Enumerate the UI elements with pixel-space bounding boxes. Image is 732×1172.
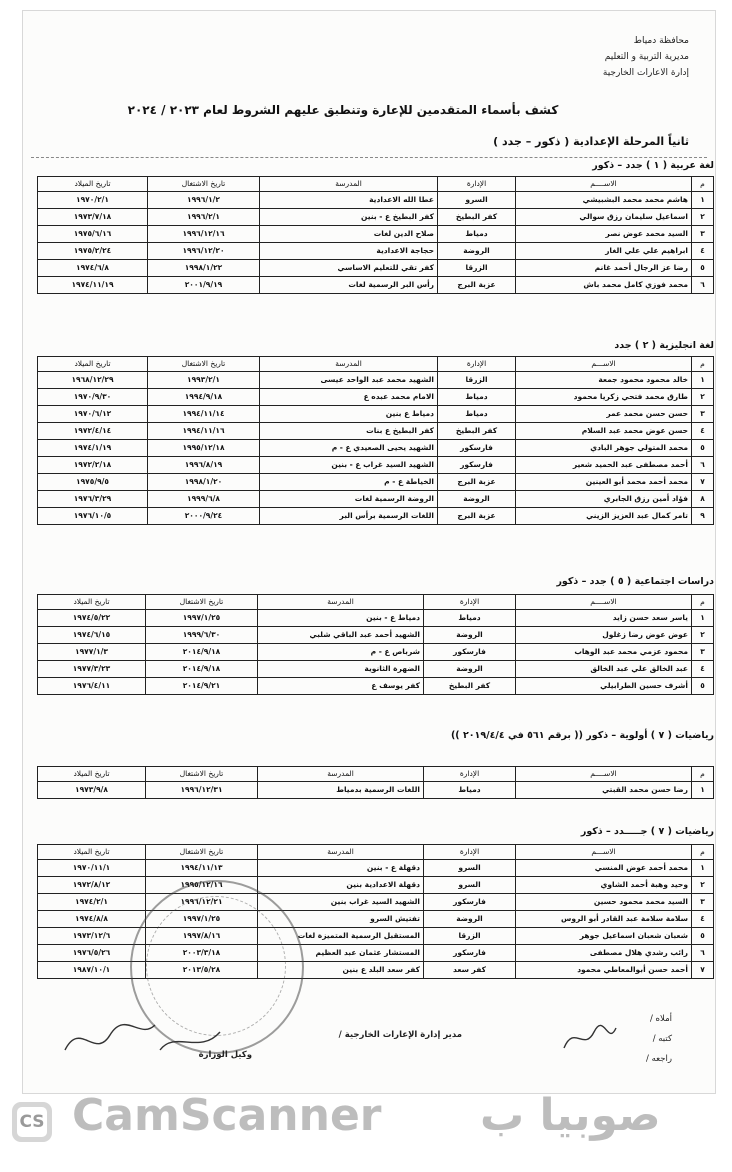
administration: الروضة — [424, 627, 516, 644]
table-row — [38, 508, 714, 525]
table-row — [38, 782, 714, 799]
school: الخياطة ع - م — [260, 474, 438, 491]
column-header: تاريخ الميلاد — [38, 357, 148, 372]
teacher-name: محمد فوزي كامل محمد باش — [516, 277, 692, 294]
teacher-name: السيد محمد محمود حسين — [516, 894, 692, 911]
school: صلاح الدين لغات — [260, 226, 438, 243]
row-number: ٥ — [692, 678, 714, 695]
school: تفتيش السرو — [258, 911, 424, 928]
employment-date: ١٩٩٥/١٢/١٦ — [146, 877, 258, 894]
employment-date: ١٩٩٦/٢/١ — [148, 209, 260, 226]
employment-date: ١٩٩٦/٨/١٩ — [148, 457, 260, 474]
column-header: تاريخ الاشتغال — [146, 595, 258, 610]
birth-date: ١٩٧٠/١١/١ — [38, 860, 146, 877]
row-number: ٤ — [692, 661, 714, 678]
teacher-name: رائب رشدي هلال مصطفى — [516, 945, 692, 962]
row-number: ٥ — [692, 440, 714, 457]
administration: فارسكور — [438, 457, 516, 474]
school: كفر يوسف ع — [258, 678, 424, 695]
teacher-name: محمد أحمد محمد أبو العينين — [516, 474, 692, 491]
table-row — [38, 192, 714, 209]
row-number: ٧ — [692, 474, 714, 491]
teacher-name: رضا حسن محمد القبتي — [516, 782, 692, 799]
birth-date: ١٩٧٤/٢/١ — [38, 894, 146, 911]
row-number: ٣ — [692, 894, 714, 911]
employment-date: ١٩٩٦/١٢/٣١ — [146, 782, 258, 799]
administration: دمياط — [438, 226, 516, 243]
birth-date: ١٩٧٧/١/٣ — [38, 644, 146, 661]
teacher-name: حسن حسن محمد عمر — [516, 406, 692, 423]
teacher-name: محمد أحمد عوض المنسي — [516, 860, 692, 877]
employment-date: ١٩٩٨/١/٢٠ — [148, 474, 260, 491]
birth-date: ١٩٧٤/١١/١٩ — [38, 277, 148, 294]
school: الشهيد السيد غراب بنين — [258, 894, 424, 911]
school: دقهلة ع - بنين — [258, 860, 424, 877]
row-number: ٣ — [692, 226, 714, 243]
governorate-line: محافظة دمياط — [633, 36, 689, 46]
employment-date: ١٩٩٦/١٢/٢١ — [146, 894, 258, 911]
column-header: الاســــم — [516, 177, 692, 192]
administration: دمياط — [424, 782, 516, 799]
row-number: ٨ — [692, 491, 714, 508]
school: دمياط ع بنين — [260, 406, 438, 423]
stage-label: ثانياً المرحلة الإعدادية ( ذكور – جدد ) — [493, 135, 689, 148]
employment-date: ١٩٩٧/٨/١٦ — [146, 928, 258, 945]
section-heading-math-priority: رياضيات ( ٧ ) أولوية – ذكور (( برقم ٥٦١ في ٢٠١٩/٤/٤ )) — [450, 730, 714, 741]
row-number: ١ — [692, 782, 714, 799]
table-row — [38, 877, 714, 894]
school: الشهيد السيد غراب ع - بنين — [260, 457, 438, 474]
table-row — [38, 911, 714, 928]
school: شرباص ع - م — [258, 644, 424, 661]
birth-date: ١٩٧٤/١/١٩ — [38, 440, 148, 457]
employment-date: ١٩٩٤/١١/١٣ — [146, 860, 258, 877]
administration: دمياط — [424, 610, 516, 627]
birth-date: ١٩٧٢/٨/١٢ — [38, 877, 146, 894]
row-number: ٣ — [692, 406, 714, 423]
school: الضهرة الثانوية — [258, 661, 424, 678]
table-row — [38, 491, 714, 508]
teacher-name: تامر كمال عبد العزيز الزيني — [516, 508, 692, 525]
row-number: ٢ — [692, 389, 714, 406]
school: كفر البطيخ ع بنات — [260, 423, 438, 440]
column-header: تاريخ الاشتغال — [146, 767, 258, 782]
camscanner-logo: CS — [12, 1102, 52, 1142]
administration: السرو — [424, 860, 516, 877]
row-number: ٣ — [692, 644, 714, 661]
employment-date: ٢٠٠٣/٣/١٨ — [146, 945, 258, 962]
column-header: تاريخ الميلاد — [38, 595, 146, 610]
employment-date: ١٩٩٤/١١/١٤ — [148, 406, 260, 423]
birth-date: ١٩٧٦/٣/٢٩ — [38, 491, 148, 508]
administration: فارسكور — [438, 440, 516, 457]
column-header: تاريخ الاشتغال — [146, 845, 258, 860]
divider — [31, 157, 707, 158]
table-english — [37, 356, 714, 525]
row-number: ٥ — [692, 928, 714, 945]
birth-date: ١٩٧٣/١٢/٦ — [38, 928, 146, 945]
row-number: ٥ — [692, 260, 714, 277]
birth-date: ١٩٧٥/٢/٢٤ — [38, 243, 148, 260]
row-number: ٦ — [692, 277, 714, 294]
birth-date: ١٩٧٦/٤/١١ — [38, 678, 146, 695]
birth-date: ١٩٧٦/٥/٢٦ — [38, 945, 146, 962]
employment-date: ١٩٩٩/٦/٨ — [148, 491, 260, 508]
birth-date: ١٩٦٨/١٢/٢٩ — [38, 372, 148, 389]
employment-date: ١٩٩٧/١/٢٥ — [146, 911, 258, 928]
school: كفر سعد البلد ع بنين — [258, 962, 424, 979]
employment-date: ٢٠١٤/٩/١٨ — [146, 661, 258, 678]
administration: الزرقا — [438, 372, 516, 389]
school: الشهيد أحمد عبد الباقي شلبي — [258, 627, 424, 644]
row-number: ٦ — [692, 457, 714, 474]
column-header: تاريخ الاشتغال — [148, 357, 260, 372]
teacher-name: عوض عوض رضا زغلول — [516, 627, 692, 644]
employment-date: ١٩٩٦/١٢/١٦ — [148, 226, 260, 243]
school: اللغات الرسمية بدمياط — [258, 782, 424, 799]
birth-date: ١٩٧٢/٢/١٨ — [38, 457, 148, 474]
director-signature-label: مدير إدارة الإعارات الخارجية / — [338, 1030, 462, 1040]
birth-date: ١٩٧٤/٨/٨ — [38, 911, 146, 928]
column-header: م — [692, 767, 714, 782]
section-heading-math-new: رياضيات ( ٧ ) جـــــدد – ذكور — [580, 826, 714, 837]
table-row — [38, 860, 714, 877]
column-header: الإدارة — [424, 845, 516, 860]
teacher-name: اسماعيل سليمان رزق سوالي — [516, 209, 692, 226]
deputy-label: وكيل الوزارة — [198, 1050, 252, 1060]
column-header: تاريخ الميلاد — [38, 177, 148, 192]
issuer-header — [603, 33, 689, 81]
teacher-name: أحمد مصطفى عبد الحميد شعير — [516, 457, 692, 474]
table-row — [38, 627, 714, 644]
birth-date: ١٩٧٢/٤/١٤ — [38, 423, 148, 440]
table-row — [38, 372, 714, 389]
written-by: كتبه / — [652, 1034, 672, 1044]
administration: عزبة البرج — [438, 277, 516, 294]
school: الشهيد محمد عبد الواحد عيسى — [260, 372, 438, 389]
employment-date: ١٩٩٥/١٢/١٨ — [148, 440, 260, 457]
department-line: إدارة الاعارات الخارجية — [602, 68, 689, 78]
teacher-name: خالد محمود محمود جمعة — [516, 372, 692, 389]
reviewer-signature — [560, 1018, 620, 1058]
administration: عزبة البرج — [438, 474, 516, 491]
column-header: الإدارة — [424, 595, 516, 610]
column-header: تاريخ الاشتغال — [148, 177, 260, 192]
teacher-name: محمود عزمي محمد عبد الوهاب — [516, 644, 692, 661]
column-header: م — [692, 177, 714, 192]
column-header: الاســـم — [516, 357, 692, 372]
column-header: المدرسة — [258, 845, 424, 860]
table-header-row — [38, 357, 714, 372]
birth-date: ١٩٧٧/٣/٢٣ — [38, 661, 146, 678]
teacher-name: طارق محمد فتحي زكريا محمود — [516, 389, 692, 406]
birth-date: ١٩٨٧/١٠/١ — [38, 962, 146, 979]
administration: الروضة — [438, 491, 516, 508]
watermark-arabic: صوبيا ب — [480, 1090, 661, 1141]
administration: دمياط — [438, 389, 516, 406]
table-math-priority — [37, 766, 714, 799]
teacher-name: هاشم محمد محمد البشبيشي — [516, 192, 692, 209]
administration: الزرقا — [438, 260, 516, 277]
administration: الروضة — [424, 661, 516, 678]
school: الامام محمد عبده ع — [260, 389, 438, 406]
administration: السرو — [438, 192, 516, 209]
administration: الزرقا — [424, 928, 516, 945]
teacher-name: ابراهيم علي علي الغار — [516, 243, 692, 260]
administration: عزبة البرج — [438, 508, 516, 525]
table-row — [38, 440, 714, 457]
row-number: ٤ — [692, 911, 714, 928]
table-row — [38, 610, 714, 627]
table-row — [38, 243, 714, 260]
dictated-by: أملاه / — [649, 1014, 672, 1024]
birth-date: ١٩٧٣/٧/١٨ — [38, 209, 148, 226]
column-header: المدرسة — [258, 767, 424, 782]
administration: كفر البطيخ — [438, 209, 516, 226]
employment-date: ٢٠٠٠/٩/٢٤ — [148, 508, 260, 525]
table-header-row — [38, 177, 714, 192]
table-row — [38, 894, 714, 911]
row-number: ١ — [692, 610, 714, 627]
table-row — [38, 406, 714, 423]
employment-date: ١٩٩٧/١/٢٥ — [146, 610, 258, 627]
school: المستقبل الرسمية المتميزة لغات — [258, 928, 424, 945]
administration: فارسكور — [424, 644, 516, 661]
column-header: تاريخ الميلاد — [38, 845, 146, 860]
table-row — [38, 423, 714, 440]
row-number: ٢ — [692, 877, 714, 894]
row-number: ٤ — [692, 423, 714, 440]
row-number: ٧ — [692, 962, 714, 979]
table-row — [38, 389, 714, 406]
column-header: م — [692, 595, 714, 610]
school: عطا الله الاعدادية — [260, 192, 438, 209]
column-header: الاســــم — [516, 767, 692, 782]
birth-date: ١٩٧٣/٩/٨ — [38, 782, 146, 799]
employment-date: ٢٠١٤/٩/١٨ — [146, 644, 258, 661]
table-row — [38, 277, 714, 294]
teacher-name: محمد المتولي جوهر البادي — [516, 440, 692, 457]
administration: فارسكور — [424, 945, 516, 962]
birth-date: ١٩٧٤/٦/١٥ — [38, 627, 146, 644]
row-number: ١ — [692, 192, 714, 209]
employment-date: ١٩٩٤/١١/١٦ — [148, 423, 260, 440]
school: دمياط ع - بنين — [258, 610, 424, 627]
column-header: تاريخ الميلاد — [38, 767, 146, 782]
table-arabic — [37, 176, 714, 294]
table-row — [38, 209, 714, 226]
column-header: الاســـم — [516, 845, 692, 860]
row-number: ٢ — [692, 209, 714, 226]
employment-date: ١٩٩٨/١/٢٢ — [148, 260, 260, 277]
table-row — [38, 457, 714, 474]
table-header-row — [38, 595, 714, 610]
column-header: المدرسة — [260, 177, 438, 192]
column-header: الإدارة — [424, 767, 516, 782]
teacher-name: عبد الخالق علي عبد الخالق — [516, 661, 692, 678]
teacher-name: ياسر سعد حسن زايد — [516, 610, 692, 627]
birth-date: ١٩٧٥/٦/١٦ — [38, 226, 148, 243]
column-header: الإدارة — [438, 357, 516, 372]
administration: الروضة — [424, 911, 516, 928]
teacher-name: السيد محمد عوض نصر — [516, 226, 692, 243]
teacher-name: رضا عز الرجال أحمد غانم — [516, 260, 692, 277]
table-row — [38, 226, 714, 243]
handwritten-signature — [60, 1010, 230, 1070]
table-header-row — [38, 845, 714, 860]
birth-date: ١٩٧٠/٢/١ — [38, 192, 148, 209]
row-number: ١ — [692, 860, 714, 877]
row-number: ١ — [692, 372, 714, 389]
employment-date: ١٩٩٩/٦/٣٠ — [146, 627, 258, 644]
employment-date: ١٩٩٣/٢/١ — [148, 372, 260, 389]
employment-date: ٢٠٠١/٩/١٩ — [148, 277, 260, 294]
directorate-line: مديرية التربية و التعليم — [604, 52, 689, 62]
school: رأس البر الرسمية لغات — [260, 277, 438, 294]
teacher-name: شعبان شعبان اسماعيل جوهر — [516, 928, 692, 945]
table-row — [38, 474, 714, 491]
reviewed-by: راجعه / — [646, 1054, 672, 1064]
column-header: م — [692, 845, 714, 860]
administration: كفر البطيخ — [438, 423, 516, 440]
row-number: ٢ — [692, 627, 714, 644]
birth-date: ١٩٧٤/٦/٨ — [38, 260, 148, 277]
table-social — [37, 594, 714, 695]
administration: كفر البطيخ — [424, 678, 516, 695]
school: المستشار عثمان عبد العظيم — [258, 945, 424, 962]
employment-date: ٢٠١٣/٥/٢٨ — [146, 962, 258, 979]
section-heading-english: لغة انجليزية ( ٢ ) جدد — [614, 340, 714, 351]
birth-date: ١٩٧٠/٩/٣٠ — [38, 389, 148, 406]
section-heading-arabic: لغة عربية ( ١ ) جدد – ذكور — [592, 160, 714, 171]
birth-date: ١٩٧٦/١٠/٥ — [38, 508, 148, 525]
page-title: كشف بأسماء المتقدمين للإعارة وتنطبق عليهم الشروط لعام ٢٠٢٣ / ٢٠٢٤ — [127, 103, 559, 117]
column-header: المدرسة — [260, 357, 438, 372]
employment-date: ١٩٩٦/١/٢ — [148, 192, 260, 209]
table-row — [38, 678, 714, 695]
column-header: المدرسة — [258, 595, 424, 610]
employment-date: ١٩٩٦/١٢/٢٠ — [148, 243, 260, 260]
teacher-name: أشرف حسين الطرابيلي — [516, 678, 692, 695]
administration: كفر سعد — [424, 962, 516, 979]
school: الشهيد يحيى الصعيدي ع - م — [260, 440, 438, 457]
column-header: م — [692, 357, 714, 372]
employment-date: ١٩٩٤/٩/١٨ — [148, 389, 260, 406]
watermark-brand: CamScanner — [72, 1090, 382, 1141]
birth-date: ١٩٧٤/٥/٢٢ — [38, 610, 146, 627]
row-number: ٩ — [692, 508, 714, 525]
school: اللغات الرسمية برأس البر — [260, 508, 438, 525]
school: حجاجة الاعدادية — [260, 243, 438, 260]
section-heading-social: دراسات اجتماعية ( ٥ ) جدد – ذكور — [556, 576, 714, 587]
row-number: ٤ — [692, 243, 714, 260]
table-row — [38, 661, 714, 678]
administration: فارسكور — [424, 894, 516, 911]
administration: دمياط — [438, 406, 516, 423]
teacher-name: أحمد حسن أبوالمعاطي محمود — [516, 962, 692, 979]
teacher-name: حسن عوض محمد عبد السلام — [516, 423, 692, 440]
school: كفر تقي للتعليم الاساسي — [260, 260, 438, 277]
school: كفر البطيخ ع - بنين — [260, 209, 438, 226]
employment-date: ٢٠١٤/٩/٢١ — [146, 678, 258, 695]
birth-date: ١٩٧٠/٦/١٢ — [38, 406, 148, 423]
teacher-name: وحيد وهبة أحمد الشاوي — [516, 877, 692, 894]
column-header: الاســــم — [516, 595, 692, 610]
column-header: الإدارة — [438, 177, 516, 192]
table-row — [38, 644, 714, 661]
table-header-row — [38, 767, 714, 782]
administration: الروضة — [438, 243, 516, 260]
table-row — [38, 260, 714, 277]
school: الروضة الرسمية لغات — [260, 491, 438, 508]
school: دقهلة الاعدادية بنين — [258, 877, 424, 894]
row-number: ٦ — [692, 945, 714, 962]
teacher-name: سلامة سلامة عبد القادر أبو الروس — [516, 911, 692, 928]
birth-date: ١٩٧٥/٩/٥ — [38, 474, 148, 491]
teacher-name: فؤاد أمين رزق الجابري — [516, 491, 692, 508]
administration: السرو — [424, 877, 516, 894]
